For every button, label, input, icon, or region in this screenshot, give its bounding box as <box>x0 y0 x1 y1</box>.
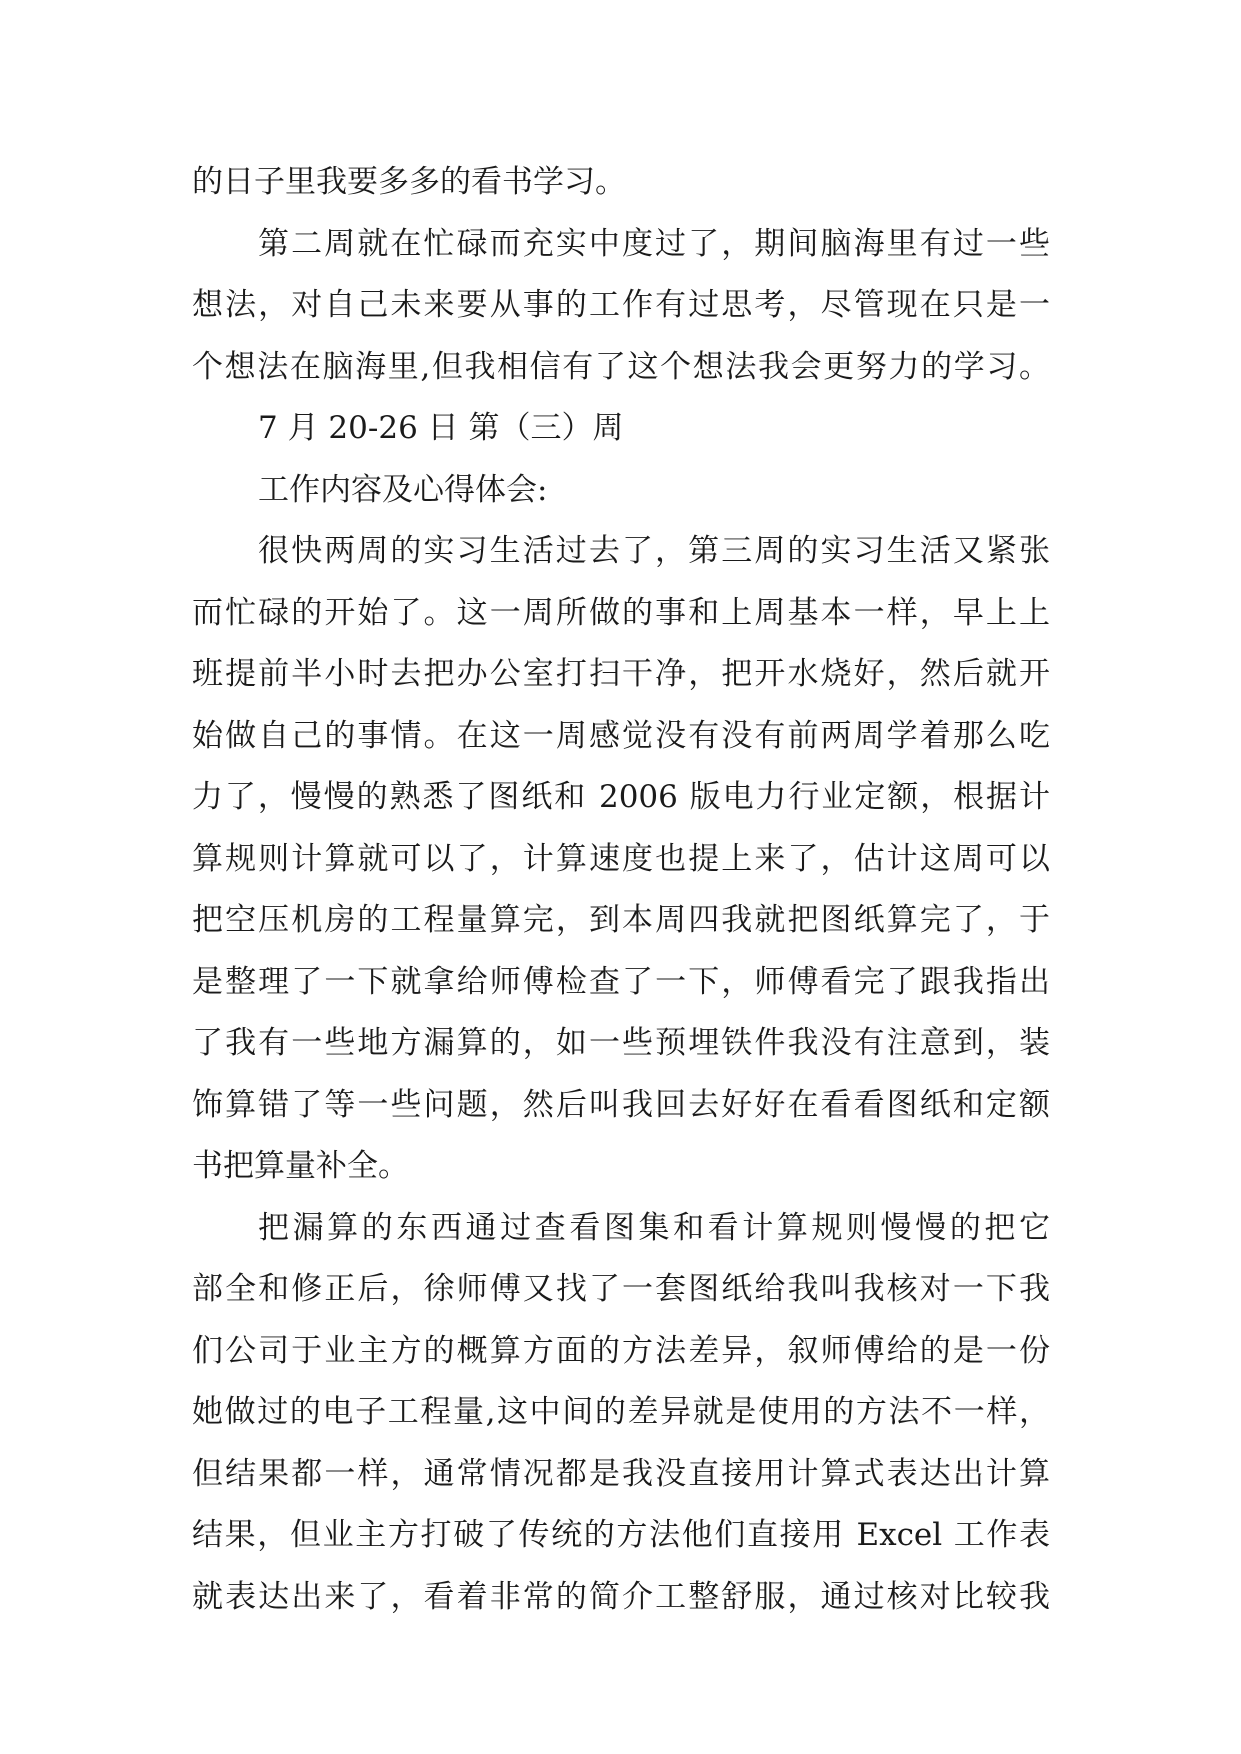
text-line: 书把算量补全。 <box>192 1148 409 1184</box>
text-line: 班提前半小时去把办公室打扫干净，把开水烧好，然后就开 <box>192 656 1050 692</box>
text-line: 第二周就在忙碌而充实中度过了，期间脑海里有过一些 <box>258 225 1050 262</box>
text-line: 们公司于业主方的概算方面的方法差异，叙师傅给的是一份 <box>192 1332 1050 1369</box>
text-line: 的日子里我要多多的看书学习。 <box>192 164 626 200</box>
text-line: 把漏算的东西通过查看图集和看计算规则慢慢的把它 <box>258 1209 1050 1246</box>
text-line: 始做自己的事情。在这一周感觉没有没有前两周学着那么吃 <box>192 717 1050 754</box>
text-line: 力了，慢慢的熟悉了图纸和 2006 版电力行业定额，根据计 <box>192 779 1050 815</box>
text-line: 她做过的电子工程量,这中间的差异就是使用的方法不一样， <box>192 1394 1050 1430</box>
section-heading: 7 月 20-26 日 第（三）周 <box>258 410 624 446</box>
text-line: 是整理了一下就拿给师傅检查了一下，师傅看完了跟我指出 <box>192 963 1050 1000</box>
text-line: 把空压机房的工程量算完，到本周四我就把图纸算完了，于 <box>192 902 1050 938</box>
text-line: 很快两周的实习生活过去了，第三周的实习生活又紧张 <box>258 533 1050 569</box>
text-line: 就表达出来了，看着非常的简介工整舒服，通过核对比较我 <box>192 1578 1050 1615</box>
text-line: 想法，对自己未来要从事的工作有过思考，尽管现在只是一 <box>192 287 1050 323</box>
text-line: 而忙碌的开始了。这一周所做的事和上周基本一样，早上上 <box>192 594 1050 631</box>
text-line: 了我有一些地方漏算的，如一些预埋铁件我没有注意到，装 <box>192 1025 1050 1061</box>
subheading: 工作内容及心得体会: <box>258 471 548 508</box>
document-page <box>192 152 1050 1628</box>
text-line: 个想法在脑海里,但我相信有了这个想法我会更努力的学习。 <box>192 348 1050 385</box>
text-line: 部全和修正后，徐师傅又找了一套图纸给我叫我核对一下我 <box>192 1271 1050 1307</box>
text-line: 但结果都一样，通常情况都是我没直接用计算式表达出计算 <box>192 1455 1050 1492</box>
text-line: 饰算错了等一些问题，然后叫我回去好好在看看图纸和定额 <box>192 1086 1050 1123</box>
text-line: 结果，但业主方打破了传统的方法他们直接用 Excel 工作表 <box>192 1517 1050 1553</box>
text-line: 算规则计算就可以了，计算速度也提上来了，估计这周可以 <box>192 840 1050 877</box>
